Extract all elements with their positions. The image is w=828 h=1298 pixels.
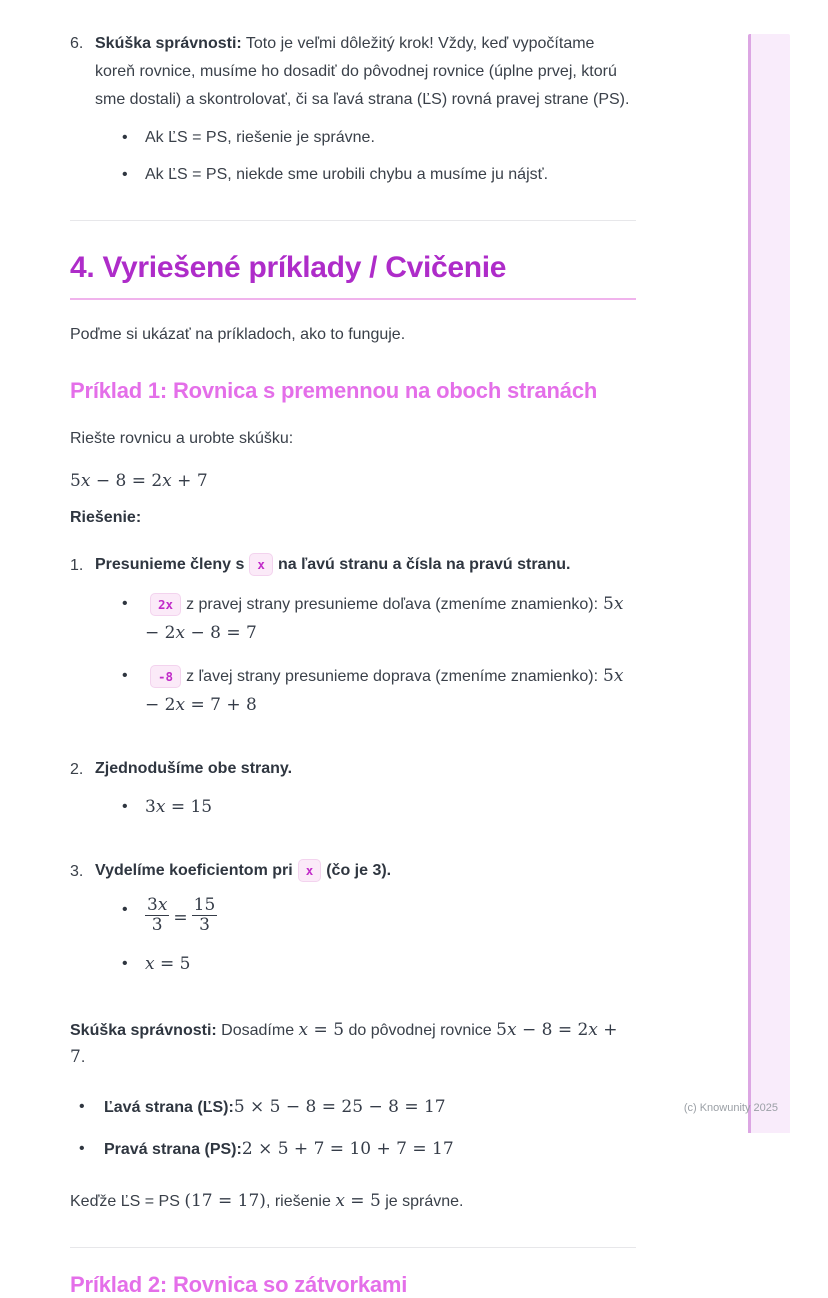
step-1 — [70, 552, 636, 733]
inline-math: 2 × 5 + 7 = 10 + 7 = 17 — [241, 1138, 454, 1159]
step-title: Vydelíme koeficientom pri x (čo je 3). — [95, 858, 636, 884]
step2-bullets — [95, 793, 636, 822]
fraction: • $\frac{3x}{3}$ — [147, 894, 168, 936]
list-item: • 2x z pravej strany presunieme doľava (zmeníme znamienko): 5x − 2x − 8 = 7 — [120, 590, 636, 648]
example2-heading: Príklad 2: Rovnica so zátvorkami — [70, 1271, 408, 1297]
step-2 — [70, 756, 636, 836]
list-item: • Ľavá strana (ĽS):5 × 5 − 8 = 25 − 8 = 17 — [77, 1093, 636, 1122]
section-divider — [70, 1247, 636, 1248]
list-item — [120, 896, 636, 936]
page-margin-strip — [748, 34, 790, 1133]
section-intro: Poďme si ukázať na príkladoch, ako to funguje. — [70, 326, 406, 344]
inline-math: 5x − 2x = 7 + 8 — [145, 665, 624, 715]
fraction-equation: • $\frac{3x}{3}$ = $\frac{15}{3}$ — [147, 894, 216, 936]
example1-heading: Príklad 1: Rovnica s premennou na oboch stranách — [70, 377, 598, 403]
list-item — [120, 950, 636, 979]
inline-code-badge: -8 — [150, 665, 181, 688]
fraction: $\frac{15}{3}$ — [193, 894, 216, 936]
inline-math: x = 5 — [145, 953, 191, 974]
list-item: • Ak ĽS = PS, riešenie je správne. — [120, 124, 636, 151]
inline-code-badge: x — [298, 859, 322, 882]
step-3 — [70, 858, 636, 993]
check-intro: Skúška správnosti: Dosadíme x = 5 do pôvodnej rovnice 5x − 8 = 2x + 7. — [70, 1019, 618, 1067]
list-item — [120, 793, 636, 822]
inline-code-badge: 2x — [150, 593, 181, 616]
step3-bullets — [95, 896, 636, 979]
equation: 5x − 8 = 2x + 7 — [70, 470, 208, 491]
document-body — [70, 0, 636, 1298]
inline-math: 5x − 2x − 8 = 7 — [145, 593, 624, 643]
list-item: • Pravá strana (PS):2 × 5 + 7 = 10 + 7 = 17 — [77, 1135, 636, 1164]
list-item: • -8 z ľavej strany presunieme doprava (zmeníme znamienko): 5x − 2x = 7 + 8 — [120, 662, 636, 720]
step-title: Presunieme členy s x na ľavú stranu a čísla na pravú stranu. — [95, 552, 636, 578]
inline-math: x = 5 — [298, 1019, 345, 1040]
task-text: Riešte rovnicu a urobte skúšku: — [70, 429, 294, 447]
item6-bullet-list — [95, 124, 636, 188]
check-bullets — [70, 1093, 636, 1164]
solution-label: Riešenie: — [70, 508, 142, 526]
step-title: Zjednodušíme obe strany. — [95, 759, 293, 777]
steps-list — [70, 552, 636, 992]
inline-math: 5 × 5 − 8 = 25 − 8 = 17 — [233, 1096, 446, 1117]
step1-bullets — [95, 590, 636, 720]
list-item: • Ak ĽS = PS, niekde sme urobili chybu a musíme ju nájsť. — [120, 161, 636, 188]
inline-math: 3x = 15 — [145, 797, 213, 818]
section-divider — [70, 220, 636, 221]
inline-math: (17 = 17) — [184, 1190, 266, 1211]
numbered-item-6 — [70, 30, 636, 198]
conclusion: Keďže ĽS = PS (17 = 17), riešenie x = 5 je správne. — [70, 1190, 464, 1211]
numbered-item-body — [95, 30, 636, 198]
list-number: 2. — [70, 760, 84, 778]
inline-math: 5x − 8 = 2x + 7 — [70, 1019, 618, 1067]
list-number: 6. — [70, 35, 84, 52]
item-lead: Skúška správnosti: — [95, 35, 242, 52]
inline-code-badge: x — [249, 553, 273, 576]
section-heading: 4. Vyriešené príklady / Cvičenie — [70, 251, 636, 300]
item-text: Toto je veľmi dôležitý krok! Vždy, keď vypočítame koreň rovnice, musíme ho dosadiť do pôvodnej rovnice (úplne prvej, ktorú sme dostali) a skontrolovať, či sa ľavá strana (ĽS) rovná pravej strane (PS). — [95, 35, 630, 108]
watermark: (c) Knowunity 2025 — [683, 1102, 778, 1114]
list-number: 1. — [70, 557, 84, 575]
list-number: 3. — [70, 862, 84, 880]
inline-math: x = 5 — [335, 1190, 381, 1211]
